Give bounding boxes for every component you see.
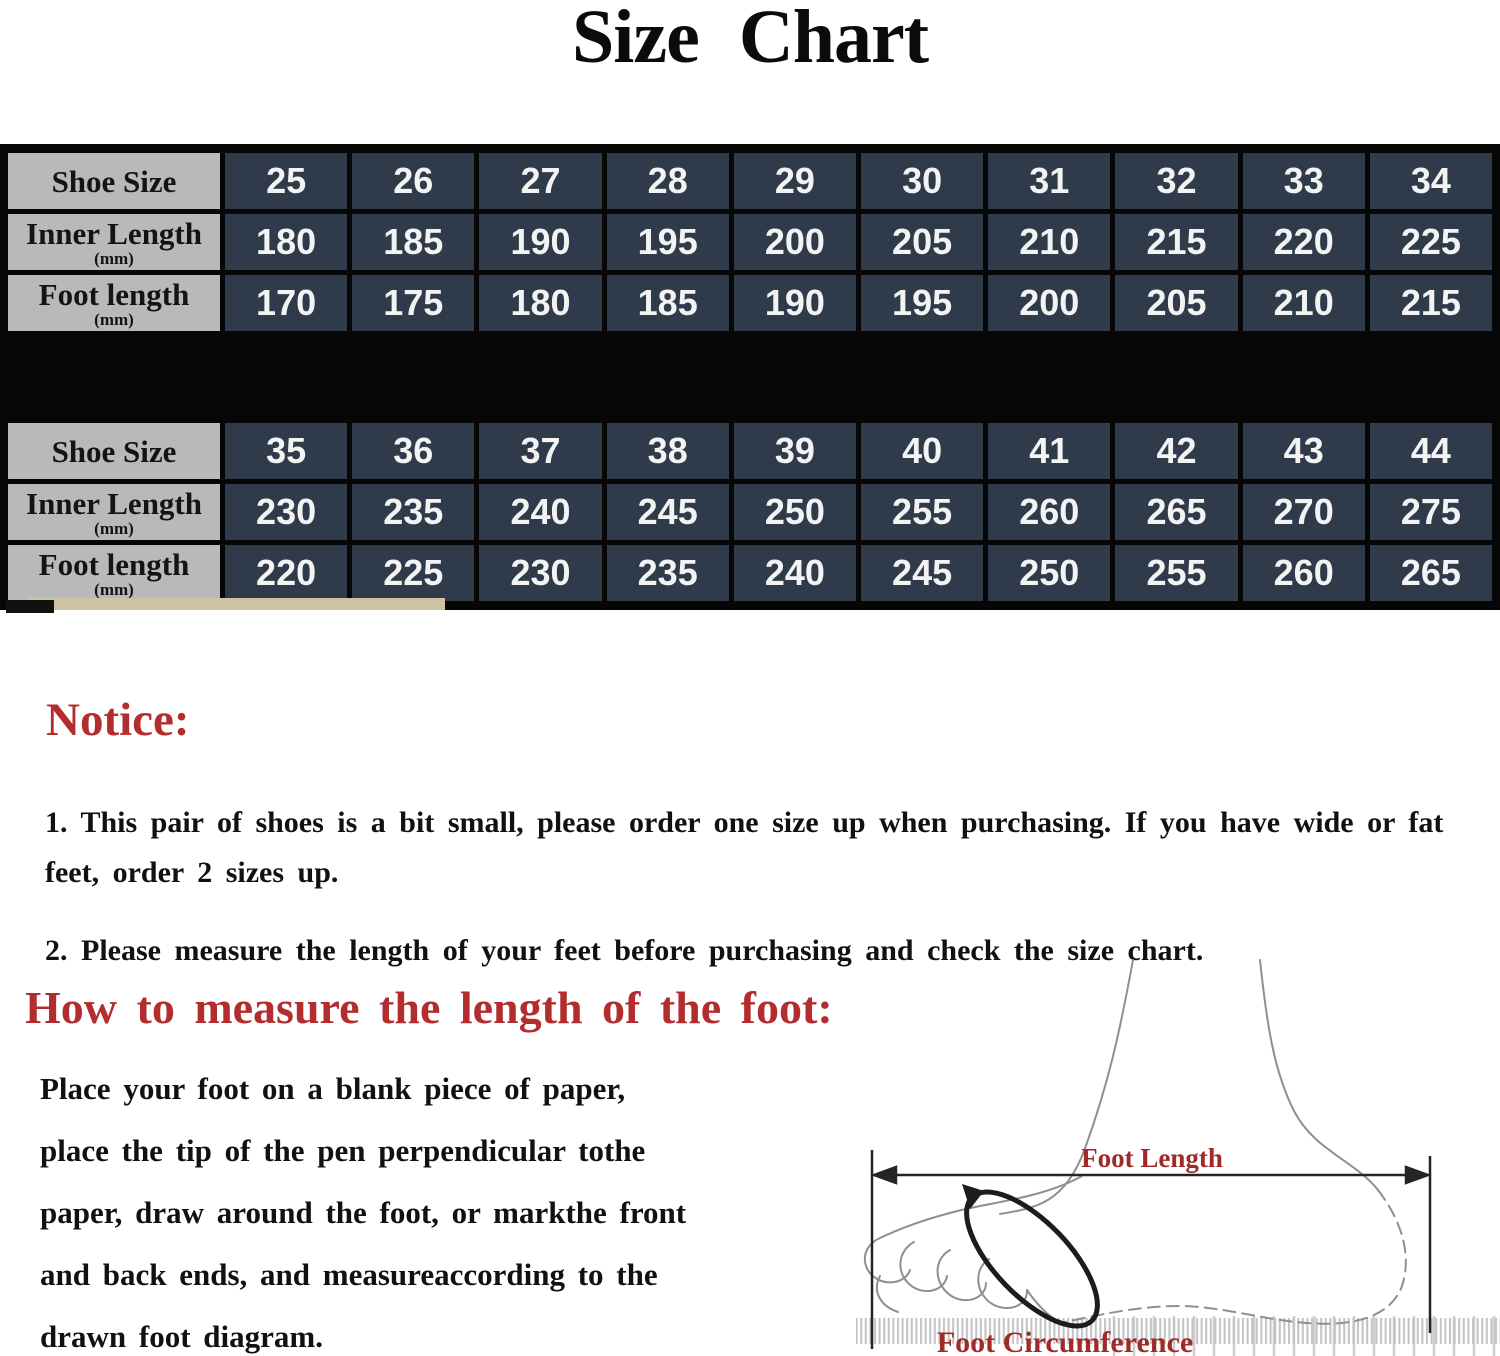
shoe-size-value: 33 — [1243, 153, 1365, 209]
shoe-size-value: 31 — [988, 153, 1110, 209]
row-label-inner-length-mm: Inner Length (mm) — [8, 214, 220, 270]
notice-item-2: 2. Please measure the length of your feet before purchasing and check the size chart. — [45, 934, 1204, 967]
shoe-size-value: 36 — [352, 423, 474, 479]
inner-length-mm-value: 180 — [225, 214, 347, 270]
row-label-inner-length-mm: Inner Length (mm) — [8, 484, 220, 540]
foot-circumference-label: Foot Circumference — [936, 1326, 1194, 1356]
foot-length-mm-value: 215 — [1370, 275, 1492, 331]
inner-length-mm-value: 195 — [607, 214, 729, 270]
foot-length-mm-value: 205 — [1115, 275, 1237, 331]
shoe-size-value: 41 — [988, 423, 1110, 479]
measure-instructions — [40, 1058, 860, 1356]
shoe-size-value: 44 — [1370, 423, 1492, 479]
inner-length-mm-value: 230 — [225, 484, 347, 540]
inner-length-mm-value: 205 — [861, 214, 983, 270]
inner-length-mm-value: 240 — [479, 484, 601, 540]
foot-length-mm-value: 235 — [607, 545, 729, 601]
foot-length-mm-value: 220 — [225, 545, 347, 601]
shoe-size-value: 29 — [734, 153, 856, 209]
inner-length-mm-value: 265 — [1115, 484, 1237, 540]
inner-length-mm-value: 250 — [734, 484, 856, 540]
foot-length-mm-value: 240 — [734, 545, 856, 601]
instruction-line: Place your foot on a blank piece of paper, — [40, 1071, 626, 1106]
artifact-black-dash — [6, 600, 54, 613]
inner-length-mm-value: 255 — [861, 484, 983, 540]
page-title: Size Chart — [571, 0, 929, 79]
foot-length-mm-value: 265 — [1370, 545, 1492, 601]
row-label-foot-length-mm: Foot length (mm) — [8, 275, 220, 331]
inner-length-mm-value: 235 — [352, 484, 474, 540]
foot-length-mm-value: 180 — [479, 275, 601, 331]
instruction-line: and back ends, and measureaccording to the — [40, 1257, 658, 1292]
shoe-size-value: 32 — [1115, 153, 1237, 209]
shoe-size-value: 35 — [225, 423, 347, 479]
inner-length-mm-value: 210 — [988, 214, 1110, 270]
notice-item-1: 1. This pair of shoes is a bit small, please order one size up when purchasing. If you have wide or fat feet, order 2 sizes up. — [45, 806, 1444, 889]
instruction-line: drawn foot diagram. — [40, 1319, 323, 1354]
shoe-size-value: 38 — [607, 423, 729, 479]
inner-length-mm-value: 270 — [1243, 484, 1365, 540]
inner-length-mm-value: 260 — [988, 484, 1110, 540]
foot-length-mm-value: 250 — [988, 545, 1110, 601]
shoe-size-value: 25 — [225, 153, 347, 209]
instruction-line: place the tip of the pen perpendicular tothe — [40, 1133, 646, 1168]
foot-outline — [865, 960, 1406, 1324]
row-label-shoe-size: Shoe Size — [8, 423, 220, 479]
inner-length-mm-value: 185 — [352, 214, 474, 270]
size-table-small — [8, 153, 1492, 331]
foot-length-mm-value: 185 — [607, 275, 729, 331]
foot-length-mm-value: 260 — [1243, 545, 1365, 601]
foot-length-mm-value: 170 — [225, 275, 347, 331]
foot-length-mm-value: 230 — [479, 545, 601, 601]
foot-measurement-diagram — [850, 946, 1500, 1356]
shoe-size-value: 28 — [607, 153, 729, 209]
inner-length-mm-value: 275 — [1370, 484, 1492, 540]
foot-length-mm-value: 210 — [1243, 275, 1365, 331]
shoe-size-value: 26 — [352, 153, 474, 209]
size-table-large — [8, 423, 1492, 601]
shoe-size-value: 30 — [861, 153, 983, 209]
foot-length-mm-value: 245 — [861, 545, 983, 601]
inner-length-mm-value: 220 — [1243, 214, 1365, 270]
inner-length-mm-value: 200 — [734, 214, 856, 270]
shoe-size-value: 39 — [734, 423, 856, 479]
shoe-size-value: 40 — [861, 423, 983, 479]
foot-length-mm-value: 175 — [352, 275, 474, 331]
shoe-size-value: 42 — [1115, 423, 1237, 479]
shoe-size-value: 27 — [479, 153, 601, 209]
shoe-size-value: 43 — [1243, 423, 1365, 479]
inner-length-mm-value: 225 — [1370, 214, 1492, 270]
inner-length-mm-value: 245 — [607, 484, 729, 540]
foot-length-mm-value: 225 — [352, 545, 474, 601]
row-label-shoe-size: Shoe Size — [8, 153, 220, 209]
foot-length-mm-value: 195 — [861, 275, 983, 331]
artifact-tan-strip — [28, 598, 445, 610]
howto-heading: How to measure the length of the foot: — [25, 982, 833, 1033]
row-label-foot-length-mm: Foot length (mm) — [8, 545, 220, 601]
size-tables-block — [0, 144, 1500, 610]
inner-length-mm-value: 215 — [1115, 214, 1237, 270]
foot-length-mm-value: 255 — [1115, 545, 1237, 601]
instruction-line: paper, draw around the foot, or markthe front — [40, 1195, 687, 1230]
notice-heading: Notice: — [46, 694, 190, 746]
foot-length-mm-value: 200 — [988, 275, 1110, 331]
shoe-size-value: 37 — [479, 423, 601, 479]
foot-length-label: Foot Length — [1081, 1143, 1223, 1173]
shoe-size-value: 34 — [1370, 153, 1492, 209]
foot-length-mm-value: 190 — [734, 275, 856, 331]
inner-length-mm-value: 190 — [479, 214, 601, 270]
